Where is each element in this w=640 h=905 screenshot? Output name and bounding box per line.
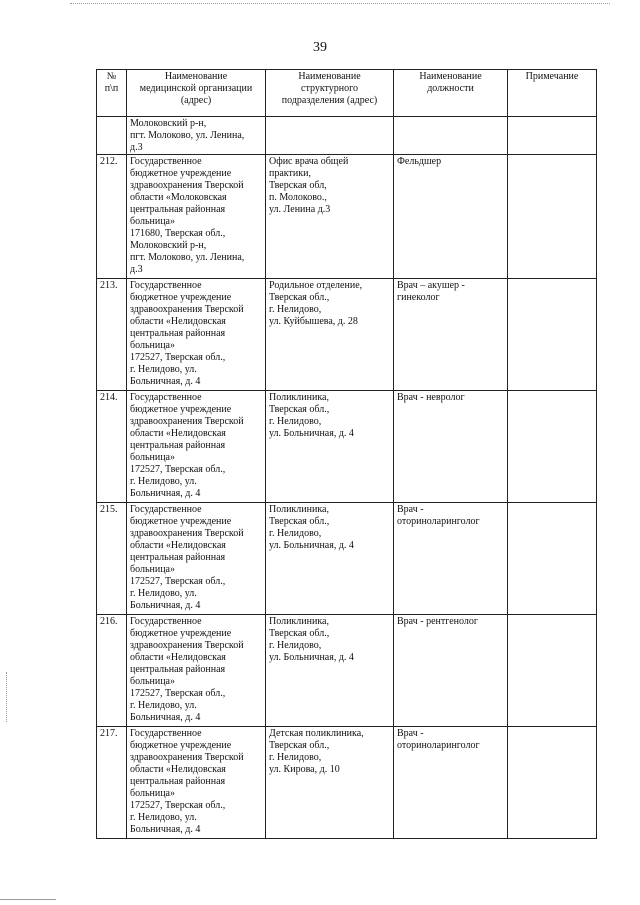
continuation-note [508,117,597,155]
row-position: Врач – акушер - гинеколог [394,279,508,391]
row-organization: Государственное бюджетное учреждение здравоохранения Тверской области «Нелидовская центральная районная больница» 172527, Тверская обл., г. Нелидово, ул. Больничная, д. 4 [127,391,266,503]
header-position: Наименование должности [394,70,508,117]
row-unit: Родильное отделение, Тверская обл., г. Нелидово, ул. Куйбышева, д. 28 [266,279,394,391]
header-number: № п\п [97,70,127,117]
header-organization: Наименование медицинской организации (адрес) [127,70,266,117]
continuation-row [97,117,597,155]
continuation-organization: Молоковский р-н, пгт. Молоково, ул. Ленина, д.3 [127,117,266,155]
row-number: 217. [97,727,127,839]
continuation-unit [266,117,394,155]
table-row [97,155,597,279]
row-organization: Государственное бюджетное учреждение здравоохранения Тверской области «Нелидовская центральная районная больница» 172527, Тверская обл., г. Нелидово, ул. Больничная, д. 4 [127,279,266,391]
row-unit: Детская поликлиника, Тверская обл., г. Нелидово, ул. Кирова, д. 10 [266,727,394,839]
row-number: 214. [97,391,127,503]
left-scan-mark [6,672,7,722]
page-number: 39 [313,40,327,55]
row-note [508,727,597,839]
table-row [97,615,597,727]
row-position: Врач - невролог [394,391,508,503]
continuation-position [394,117,508,155]
table-header-row [97,70,597,117]
row-number: 215. [97,503,127,615]
row-organization: Государственное бюджетное учреждение здравоохранения Тверской области «Нелидовская центральная районная больница» 172527, Тверская обл., г. Нелидово, ул. Больничная, д. 4 [127,503,266,615]
row-unit: Офис врача общей практики, Тверская обл, п. Молоково., ул. Ленина д.3 [266,155,394,279]
row-note [508,503,597,615]
row-number: 213. [97,279,127,391]
row-organization: Государственное бюджетное учреждение здравоохранения Тверской области «Молоковская центральная районная больница» 171680, Тверская обл., Молоковский р-н, пгт. Молоково, ул. Ленина, д.3 [127,155,266,279]
row-organization: Государственное бюджетное учреждение здравоохранения Тверской области «Нелидовская центральная районная больница» 172527, Тверская обл., г. Нелидово, ул. Больничная, д. 4 [127,727,266,839]
header-unit: Наименование структурного подразделения (адрес) [266,70,394,117]
positions-table [96,69,597,839]
row-position: Врач - оториноларинголог [394,503,508,615]
table-row [97,727,597,839]
bottom-scan-edge [0,899,56,900]
row-unit: Поликлиника, Тверская обл., г. Нелидово, ул. Больничная, д. 4 [266,503,394,615]
row-position: Фельдшер [394,155,508,279]
row-number: 212. [97,155,127,279]
row-number: 216. [97,615,127,727]
row-unit: Поликлиника, Тверская обл., г. Нелидово, ул. Больничная, д. 4 [266,615,394,727]
row-position: Врач - оториноларинголог [394,727,508,839]
row-organization: Государственное бюджетное учреждение здравоохранения Тверской области «Нелидовская центральная районная больница» 172527, Тверская обл., г. Нелидово, ул. Больничная, д. 4 [127,615,266,727]
table-row [97,503,597,615]
row-note [508,279,597,391]
row-position: Врач - рентгенолог [394,615,508,727]
row-unit: Поликлиника, Тверская обл., г. Нелидово, ул. Больничная, д. 4 [266,391,394,503]
row-note [508,155,597,279]
continuation-number [97,117,127,155]
top-scan-edge [70,3,610,4]
row-note [508,615,597,727]
table-row [97,391,597,503]
table-row [97,279,597,391]
header-note: Примечание [508,70,597,117]
row-note [508,391,597,503]
